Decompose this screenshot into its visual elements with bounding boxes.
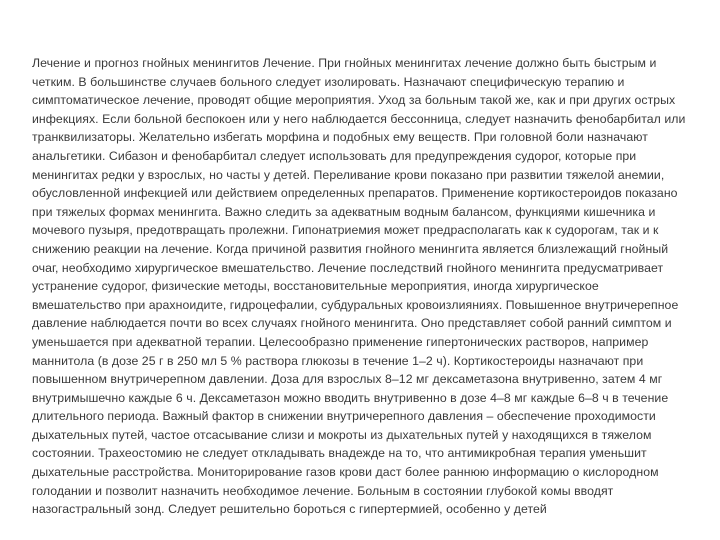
text-line: маннитола (в дозе 25 г в 250 мл 5 % раствора глюкозы в течение 1–2 ч). Кортикостероиды назначают при [32, 353, 644, 368]
text-line: голодании и позволит назначить необходимое лечение. Больным в состоянии глубокой комы вводят [32, 483, 614, 498]
text-line: состоянии. Трахеостомию не следует откладывать внадежде на то, что антимикробная терапия уменьшит [32, 446, 647, 461]
text-line: внутримышечно каждые 6 ч. Дексаметазон можно вводить внутривенно в дозе 4–8 мг каждые 6–8 ч в течение [32, 390, 669, 405]
text-line: длительного периода. Важный фактор в снижении внутричерепного давления – обеспечение проходимости [32, 409, 656, 424]
text-line: очаг, необходимо хирургическое вмешательство. Лечение последствий гнойного менингита предусматривает [32, 260, 664, 275]
text-line: инфекциях. Если больной беспокоен или у него наблюдается бессонница, следует назначить фенобарбитал или [32, 111, 686, 126]
text-line: симптоматическое лечение, проводят общие мероприятия. Уход за больным такой же, как и при других острых [32, 93, 676, 108]
text-line: четким. В большинстве случаев больного следует изолировать. Назначают специфическую терапию и [32, 74, 625, 89]
text-line: снижению реакции на лечение. Когда причиной развития гнойного менингита является близлежащий гнойный [32, 241, 669, 256]
text-line: вмешательство при арахноидите, гидроцефалии, субдуральных кровоизлияниях. Повышенное внутричерепное [32, 297, 679, 312]
text-line: при тяжелых формах менингита. Важно следить за адекватным водным балансом, функциями кишечника и [32, 204, 656, 219]
text-line: Лечение и прогноз гнойных менингитов Лечение. При гнойных менингитах лечение должно быть быстрым и [32, 56, 657, 70]
text-line: давление наблюдается почти во всех случаях гнойного менингита. Оно представляет собой ранний симптом и [32, 316, 672, 331]
text-line: уменьшается при адекватной терапии. Целесообразно применение гипертонических растворов, например [32, 334, 649, 349]
text-line: обусловленной инфекцией или действием определенных препаратов. Применение кортикостероидов показано [32, 186, 678, 201]
text-line: дыхательные расстройства. Мониторирование газов крови даст более раннюю информацию о кислородном [32, 465, 659, 480]
text-line: транквилизаторы. Желательно избегать морфина и подобных ему веществ. При головной боли назначают [32, 130, 648, 145]
text-line: мочевого пузыря, предотвращать пролежни. Гипонатриемия может предрасполагать как к судорогам, так и к [32, 223, 659, 238]
text-line: назогастральный зонд. Следует решительно бороться с гипертермией, особенно у детей [32, 502, 547, 517]
text-line: дыхательных путей, частое отсасывание слизи и мокроты из дыхательных путей у находящихся в тяжелом [32, 427, 652, 442]
text-line: устранение судорог, физические методы, восстановительные мероприятия, иногда хирургическое [32, 279, 599, 294]
text-line: анальгетики. Сибазон и фенобарбитал следует использовать для предупреждения судорог, которые при [32, 148, 637, 163]
text-line: менингитах редки у взрослых, но часты у детей. Переливание крови показано при развитии тяжелой анемии, [32, 167, 665, 182]
text-line: повышенном внутричерепном давлении. Доза для взрослых 8–12 мг дексаметазона внутривенно, затем 4 мг [32, 372, 663, 387]
body-text [32, 54, 694, 519]
